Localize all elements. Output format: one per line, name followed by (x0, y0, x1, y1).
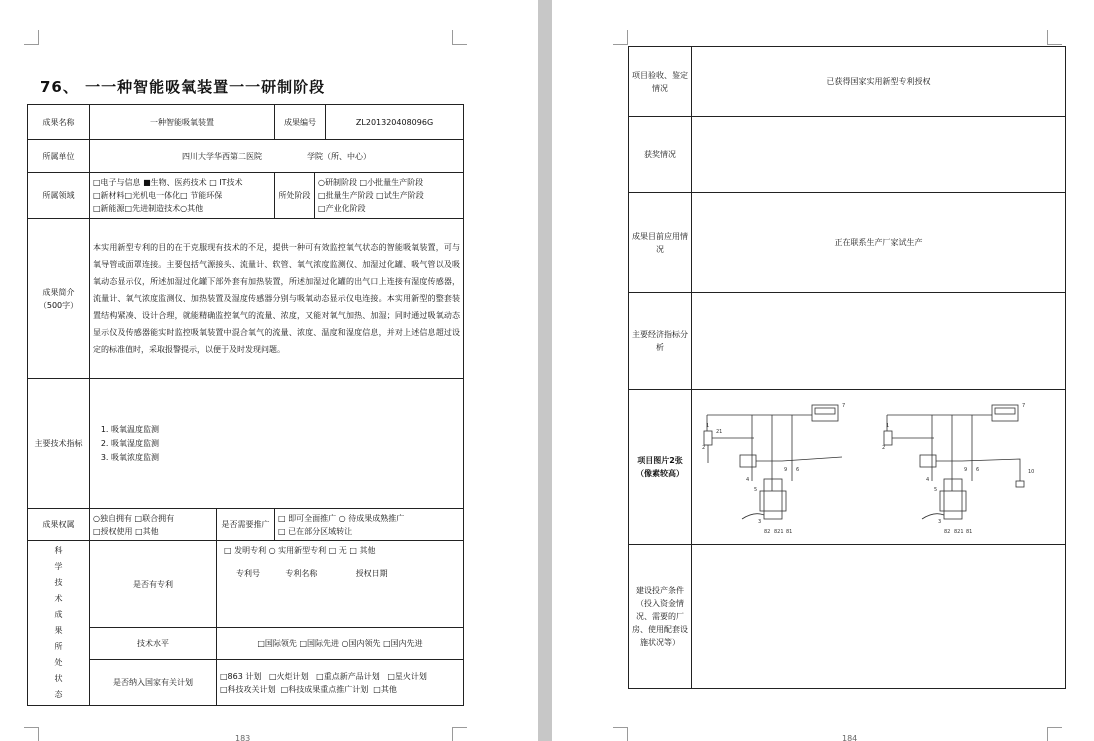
crop-mark (24, 727, 39, 741)
tech-item: 2. 吸氧湿度监测 (111, 437, 460, 451)
result-form-table (27, 104, 464, 706)
flowmeter (704, 431, 712, 445)
stage-option-line: □批量生产阶段 □试生产阶段 (318, 191, 424, 200)
figure-callout-label: 3 (758, 519, 762, 525)
crop-mark (1047, 727, 1062, 741)
figure-callout-label: 7 (842, 403, 846, 409)
figure-callout-label: 10 (1028, 469, 1035, 475)
figure-callout-label: 5 (754, 487, 758, 493)
crop-mark (1047, 30, 1062, 45)
crop-mark (613, 30, 628, 45)
promote-options (275, 509, 464, 541)
sensor-box (920, 455, 936, 467)
unit-suffix: 学院（所、中心） (307, 151, 372, 161)
summary-label: 成果简介 (42, 287, 75, 297)
crop-mark (452, 727, 467, 741)
figure-callout-label: 4 (926, 477, 930, 483)
figure-callout-label: 821 (954, 529, 964, 535)
figure-callout-label: 2 (702, 445, 706, 451)
status-vertical-label (28, 541, 90, 706)
images-label: 项目图片2张（像素较高） (629, 390, 692, 545)
tech-item: 1. 吸氧温度监测 (111, 423, 460, 437)
invest-label: 建设投产条件（投入资金情况、需要的厂房、使用配套设施状况等） (629, 545, 692, 689)
application-value: 正在联系生产厂家试生产 (692, 193, 1066, 293)
figure-callout-label: 7 (1022, 403, 1026, 409)
figure-callout-label: 821 (774, 529, 784, 535)
result-name-value: 一种智能吸氧装置 (90, 105, 275, 140)
summary-sub-label: （500字） (38, 300, 79, 310)
plan-option-line: □科技攻关计划 □科技成果重点推广计划 □其他 (220, 684, 397, 694)
device-diagrams (692, 391, 1064, 541)
status-vertical-text: 科学技术成果所处状态 (54, 546, 63, 699)
page-number: 184 (842, 734, 858, 741)
plan-label: 是否纳入国家有关计划 (90, 660, 217, 706)
field-option-line: □新能源□先进制造技术○其他 (93, 204, 204, 213)
result-number-value: ZL201320408096G (326, 105, 464, 140)
figure-callout-label: 81 (786, 529, 793, 535)
field-option-line: □新材料□光机电一体化□ 节能环保 (93, 191, 223, 200)
stage-options (315, 173, 464, 219)
acceptance-label: 项目验收、鉴定情况 (629, 47, 692, 117)
level-label: 技术水平 (90, 628, 217, 660)
summary-label-cell (28, 219, 90, 379)
images-cell (692, 390, 1066, 545)
acceptance-value: 已获得国家实用新型专利授权 (692, 47, 1066, 117)
display-box (812, 405, 838, 421)
plan-option-line: □863 计划 □火炬计划 □重点新产品计划 □星火计划 (220, 671, 427, 681)
right-page (552, 0, 1094, 741)
level-options: □国际领先 □国际先进 ○国内领先 □国内先进 (217, 628, 464, 660)
tech-items-cell (90, 379, 464, 509)
award-label: 获奖情况 (629, 117, 692, 193)
application-label: 成果目前应用情况 (629, 193, 692, 293)
result-number-label: 成果编号 (275, 105, 326, 140)
display-screen (995, 408, 1015, 414)
figure-callout-label: 82 (944, 529, 951, 535)
economic-label: 主要经济指标分析 (629, 293, 692, 390)
figure-callout-label: 3 (938, 519, 942, 525)
figure-callout-label: 4 (746, 477, 750, 483)
page-number: 183 (235, 734, 251, 741)
result-name-label: 成果名称 (28, 105, 90, 140)
crop-mark (24, 30, 39, 45)
rights-option-line: ○独自拥有 □联合拥有 (93, 513, 175, 523)
figure-callout-label: 1 (706, 423, 710, 429)
invest-value (692, 545, 1066, 689)
crop-mark (613, 727, 628, 741)
promote-option-line: □ 已在部分区域转让 (278, 526, 353, 536)
summary-text: 本实用新型专利的目的在于克服现有技术的不足，提供一种可有效监控氧气状态的智能吸氧装置，可与氧导管或面罩连接。主要包括气源接头、流量计、软管、氧气浓度监测仪、加湿过化罐、吸气管以及吸氧动态显示仪，所述加湿过化罐下部外套有加热装置，所述加湿过化罐的出气口上连接有湿度传感器，流量计、氧气浓度监测仪、加热装置及湿度传感器分别与吸氧动态显示仪电连接。本实用新型的整套装置结构紧凑、设计合理，就能精确监控氧气的流量、浓度，又能对氧气加热、加湿；同时通过吸氧动态显示仪及传感器能实时监控吸氧装置中混合氧气的流量、浓度、温度和湿度信息，并对上述信息超过设定的标准值时，采取报警提示，以便于及时发现问题。 (90, 219, 464, 379)
figure-callout-label: 9 (964, 467, 968, 473)
humidifier (764, 479, 782, 519)
project-form-table (628, 46, 1066, 689)
patent-label: 是否有专利 (90, 541, 217, 628)
crop-mark (452, 30, 467, 45)
device-diagram-2 (884, 405, 1024, 519)
figure-callout-label: 6 (796, 467, 800, 473)
unit-value: 四川大学华西第二医院 (181, 151, 262, 161)
nasal-end (1016, 481, 1024, 487)
award-value (692, 117, 1066, 193)
unit-value-cell (90, 140, 464, 173)
rights-option-line: □授权使用 □其他 (93, 526, 159, 536)
figure-callout-label: 21 (716, 429, 723, 435)
economic-value (692, 293, 1066, 390)
page-gutter (538, 0, 552, 741)
tech-item: 3. 吸氧浓度监测 (111, 451, 460, 465)
left-page (0, 0, 538, 741)
document-title: 76、 一一种智能吸氧装置一一研制阶段 (40, 78, 326, 96)
figure-callout-label: 81 (966, 529, 973, 535)
tube-line (756, 457, 842, 461)
humidifier (944, 479, 962, 519)
plan-options (217, 660, 464, 706)
stage-option-line: ○研制阶段 □小批量生产阶段 (318, 178, 424, 187)
sensor-box (740, 455, 756, 467)
figure-callout-label: 82 (764, 529, 771, 535)
stage-label: 所处阶段 (275, 173, 315, 219)
field-option-line: □电子与信息 ■生物、医药技术 □ IT技术 (93, 178, 243, 187)
rights-label: 成果权属 (28, 509, 90, 541)
field-options (90, 173, 275, 219)
figure-callout-label: 5 (934, 487, 938, 493)
patent-headers: 专利号 专利名称 授权日期 (236, 569, 388, 578)
tech-items-list (93, 423, 460, 465)
flowmeter (884, 431, 892, 445)
stage-option-line: □产业化阶段 (318, 204, 366, 213)
promote-label: 是否需要推广 (217, 509, 275, 541)
device-diagram-1 (704, 405, 842, 519)
unit-label: 所属单位 (28, 140, 90, 173)
figure-callout-label: 9 (784, 467, 788, 473)
patent-cell (217, 541, 464, 628)
patent-types: □ 发明专利 ○ 实用新型专利 □ 无 □ 其他 (224, 546, 376, 555)
promote-option-line: □ 即可全面推广 ○ 待成果成熟推广 (278, 513, 405, 523)
field-label: 所属领域 (28, 173, 90, 219)
tech-label: 主要技术指标 (28, 379, 90, 509)
rights-options (90, 509, 217, 541)
figure-callout-label: 1 (886, 423, 890, 429)
display-screen (815, 408, 835, 414)
display-box (992, 405, 1018, 421)
figure-callout-label: 2 (882, 445, 886, 451)
figure-callout-label: 6 (976, 467, 980, 473)
